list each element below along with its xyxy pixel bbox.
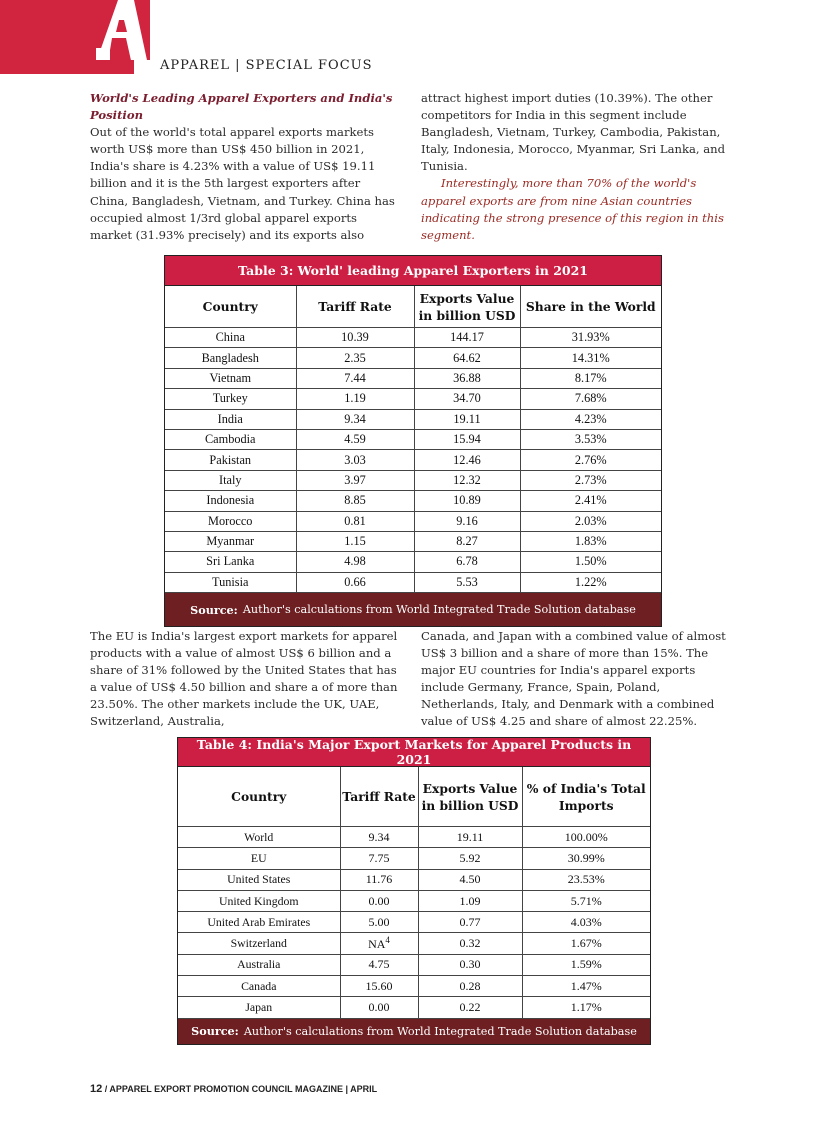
cell-value: 1.67%	[570, 936, 602, 951]
cell-value: 1.09	[459, 893, 481, 908]
cell-value: 2.41%	[574, 493, 607, 508]
table-cell	[414, 572, 520, 592]
table-cell	[520, 511, 661, 531]
table-cell	[414, 389, 520, 409]
cell-value: 4.23%	[574, 411, 607, 426]
cell-value: 0.32	[459, 936, 481, 951]
cell-value: United Kingdom	[218, 893, 299, 908]
cell-value: 0.30	[459, 957, 481, 972]
cell-value: 0.77	[459, 914, 481, 929]
table-row	[165, 389, 661, 409]
cell-value: 10.89	[453, 493, 481, 508]
table-cell	[165, 491, 296, 511]
table-cell	[165, 552, 296, 572]
table-cell	[340, 976, 418, 997]
table-cell	[414, 368, 520, 388]
source-text: Author's calculations from World Integrated Trade Solution database	[243, 1024, 637, 1038]
cell-value: 0.00	[368, 1000, 390, 1015]
table-cell	[340, 954, 418, 975]
cell-value: 34.70	[453, 391, 481, 406]
table-3-header: Country	[165, 286, 296, 328]
table-cell	[418, 827, 522, 848]
table-cell	[340, 827, 418, 848]
table-cell	[165, 348, 296, 368]
cell-value: Tunisia	[212, 574, 249, 589]
table-cell	[522, 827, 650, 848]
table-cell	[418, 976, 522, 997]
cell-value: Canada	[241, 978, 277, 993]
table-cell	[414, 531, 520, 551]
table-row	[165, 429, 661, 449]
cell-value: Morocco	[208, 513, 253, 528]
table-row	[165, 348, 661, 368]
table-cell	[522, 869, 650, 890]
table-cell	[340, 912, 418, 933]
paragraph-1: Out of the world's total apparel exports markets worth US$ more than US$ 450 billion in 2021, India's share is 4.23% with a value of US$ 19.11 billion and it is the 5th largest exporters after China, Bangladesh, Vietnam, and Turkey. China has occupied almost 1/3rd global apparel exports market (31.93% precisely) and its exports also	[90, 125, 395, 242]
footnote-mark: 4	[385, 935, 390, 946]
cell-value: 9.16	[456, 513, 478, 528]
table-cell	[340, 869, 418, 890]
table-cell	[414, 409, 520, 429]
cell-value: 1.50%	[574, 554, 607, 569]
cell-value: 14.31%	[571, 350, 610, 365]
table-3-header: Tariff Rate	[296, 286, 414, 328]
table-row	[165, 491, 661, 511]
cell-value: 7.75	[368, 850, 390, 865]
cell-value: Pakistan	[209, 452, 252, 467]
cell-value: 8.17%	[574, 370, 607, 385]
table-row	[178, 976, 650, 997]
cell-value: 6.78	[456, 554, 478, 569]
cell-value: Japan	[245, 1000, 273, 1015]
table-cell	[178, 976, 340, 997]
cell-value: Italy	[218, 472, 242, 487]
cell-value: 1.47%	[570, 978, 602, 993]
cell-value: NA	[368, 937, 386, 952]
table-cell	[165, 572, 296, 592]
page-number: 12	[90, 1083, 103, 1095]
table-cell	[296, 368, 414, 388]
table-cell	[520, 429, 661, 449]
cell-value: 2.35	[344, 350, 366, 365]
cell-value: Australia	[237, 957, 281, 972]
table-cell	[414, 348, 520, 368]
table-cell	[414, 552, 520, 572]
cell-value: India	[217, 411, 243, 426]
cell-value: United States	[227, 872, 291, 887]
cell-value: 5.92	[459, 850, 481, 865]
section-heading: World's Leading Apparel Exporters and India's Position	[90, 91, 393, 123]
table-cell	[340, 997, 418, 1018]
table-cell	[165, 531, 296, 551]
table-cell	[414, 491, 520, 511]
page-footer	[90, 1083, 377, 1095]
cell-value: Vietnam	[209, 370, 252, 385]
table-cell	[296, 470, 414, 490]
table-row	[178, 954, 650, 975]
source-label: Source:	[191, 1024, 239, 1039]
table-3	[164, 255, 662, 627]
table-cell	[296, 328, 414, 348]
cell-value: 4.03%	[570, 914, 602, 929]
table-cell	[165, 450, 296, 470]
cell-value: 144.17	[450, 330, 484, 345]
cell-value: 5.00	[368, 914, 390, 929]
table-cell	[296, 552, 414, 572]
magazine-logo	[0, 0, 150, 74]
cell-value: 2.76%	[574, 452, 607, 467]
table-cell	[520, 531, 661, 551]
table-cell	[296, 389, 414, 409]
column-right-top	[421, 90, 739, 244]
table-row	[165, 470, 661, 490]
cell-value: Sri Lanka	[206, 554, 255, 569]
cell-value: 0.28	[459, 978, 481, 993]
table-row	[165, 511, 661, 531]
table-cell	[418, 912, 522, 933]
table-row	[165, 409, 661, 429]
cell-value: 8.85	[344, 493, 366, 508]
table-row	[178, 848, 650, 869]
cell-value: 11.76	[365, 872, 393, 887]
cell-value: 5.53	[456, 574, 478, 589]
cell-value: 19.11	[453, 411, 481, 426]
table-cell	[522, 976, 650, 997]
section-label: APPAREL | SPECIAL FOCUS	[160, 58, 373, 73]
table-cell	[165, 368, 296, 388]
table-4-body	[178, 827, 650, 1019]
table-cell	[178, 997, 340, 1018]
table-cell	[296, 429, 414, 449]
table-cell	[418, 890, 522, 911]
table-cell	[296, 531, 414, 551]
cell-value: 4.59	[344, 432, 366, 447]
table-cell	[414, 511, 520, 531]
table-cell	[340, 848, 418, 869]
cell-value: World	[244, 829, 274, 844]
table-4	[177, 737, 651, 1045]
callout-text: Interestingly, more than 70% of the world's apparel exports are from nine Asian countries indicating the strong presence of this region in this segment.	[421, 176, 724, 242]
table-cell	[165, 470, 296, 490]
cell-value: United Arab Emirates	[207, 914, 311, 929]
table-cell	[414, 429, 520, 449]
cell-value: 9.34	[344, 411, 366, 426]
cell-value: 1.19	[344, 391, 366, 406]
table-cell	[165, 429, 296, 449]
table-row	[165, 450, 661, 470]
cell-value: 0.22	[459, 1000, 481, 1015]
footer-text: / APPAREL EXPORT PROMOTION COUNCIL MAGAZINE | APRIL	[104, 1084, 378, 1094]
table-cell	[340, 890, 418, 911]
cell-value: Bangladesh	[201, 350, 259, 365]
table-cell	[178, 912, 340, 933]
table-row	[178, 933, 650, 954]
cell-value: 19.11	[456, 829, 484, 844]
cell-value: 3.97	[344, 472, 366, 487]
cell-value: 7.68%	[574, 391, 607, 406]
table-3-source	[165, 593, 661, 626]
cell-value: EU	[250, 850, 267, 865]
table-cell	[418, 954, 522, 975]
table-cell	[296, 572, 414, 592]
cell-value: Indonesia	[206, 493, 255, 508]
cell-value: 12.46	[453, 452, 481, 467]
cell-value: 1.17%	[570, 1000, 602, 1015]
table-cell	[520, 328, 661, 348]
table-row	[165, 531, 661, 551]
table-cell	[178, 848, 340, 869]
table-cell	[414, 328, 520, 348]
table-cell	[418, 933, 522, 954]
table-cell	[522, 954, 650, 975]
table-cell	[520, 389, 661, 409]
table-cell	[522, 997, 650, 1018]
table-cell	[522, 890, 650, 911]
table-row	[178, 869, 650, 890]
cell-value: 4.50	[459, 872, 481, 887]
table-row	[178, 827, 650, 848]
column-right-bottom	[421, 628, 739, 731]
cell-value: 100.00%	[564, 829, 608, 844]
cell-value: 1.83%	[574, 534, 607, 549]
table-cell	[520, 368, 661, 388]
cell-value: 5.71%	[570, 893, 602, 908]
paragraph-3: The EU is India's largest export markets for apparel products with a value of almost US$ 6 billion and a share of 31% followed by the United States that has a value of US$ 4.50 billion and share a of more than 23.50%. The other markets include the UK, UAE, Switzerland, Australia,	[90, 629, 398, 729]
table-cell	[296, 450, 414, 470]
table-cell	[296, 409, 414, 429]
table-row	[165, 572, 661, 592]
table-4-title: Table 4: India's Major Export Markets for Apparel Products in 2021	[178, 738, 650, 767]
source-label: Source:	[190, 602, 238, 617]
table-cell	[165, 409, 296, 429]
cell-value: Myanmar	[206, 534, 255, 549]
table-cell	[296, 348, 414, 368]
source-text: Author's calculations from World Integrated Trade Solution database	[242, 603, 636, 617]
table-cell	[520, 552, 661, 572]
table-cell	[165, 511, 296, 531]
table-cell	[296, 491, 414, 511]
table-cell	[178, 933, 340, 954]
table-cell	[414, 470, 520, 490]
table-cell	[418, 997, 522, 1018]
table-cell	[178, 954, 340, 975]
column-left-bottom	[90, 628, 400, 731]
cell-value: 1.15	[344, 534, 366, 549]
table-cell	[165, 389, 296, 409]
cell-value: 0.81	[344, 513, 366, 528]
table-cell	[340, 933, 418, 954]
table-cell	[522, 912, 650, 933]
table-row	[165, 328, 661, 348]
table-cell	[178, 890, 340, 911]
table-cell	[520, 348, 661, 368]
table-row	[178, 997, 650, 1018]
cell-value: 12.32	[453, 472, 481, 487]
table-cell	[522, 933, 650, 954]
table-cell	[520, 470, 661, 490]
cell-value: 31.93%	[571, 330, 610, 345]
cell-value: 0.66	[344, 574, 366, 589]
table-cell	[520, 450, 661, 470]
table-cell	[522, 848, 650, 869]
cell-value: 30.99%	[567, 850, 605, 865]
cell-value: 3.53%	[574, 432, 607, 447]
cell-value: 4.98	[344, 554, 366, 569]
cell-value: 7.44	[344, 370, 366, 385]
table-3-header: Exports Value in billion USD	[414, 286, 520, 328]
cell-value: 15.94	[453, 432, 481, 447]
cell-value: Turkey	[212, 391, 248, 406]
cell-value: 8.27	[456, 534, 478, 549]
table-row	[178, 890, 650, 911]
paragraph-4: Canada, and Japan with a combined value of almost US$ 3 billion and a share of more than 15%. The major EU countries for India's apparel exports include Germany, France, Spain, Poland, Netherlands, Italy, and Denmark with a combined value of US$ 4.25 and share of almost 22.25%.	[421, 629, 726, 729]
paragraph-2: attract highest import duties (10.39%). The other competitors for India in this segment include Bangladesh, Vietnam, Turkey, Cambodia, Pakistan, Italy, Indonesia, Morocco, Myanmar, Sri Lanka, and Tunisia.	[421, 91, 726, 174]
table-cell	[296, 511, 414, 531]
table-4-header: Country	[178, 767, 340, 827]
cell-value: 0.00	[368, 893, 390, 908]
table-row	[165, 552, 661, 572]
table-4-source	[178, 1019, 650, 1044]
cell-value: 23.53%	[567, 872, 605, 887]
table-cell	[520, 572, 661, 592]
cell-value: 3.03	[344, 452, 366, 467]
table-4-header: Exports Value in billion USD	[418, 767, 522, 827]
cell-value: 10.39	[341, 330, 369, 345]
table-cell	[520, 409, 661, 429]
table-3-header: Share in the World	[520, 286, 661, 328]
table-3-body	[165, 328, 661, 593]
table-cell	[178, 869, 340, 890]
table-row	[165, 368, 661, 388]
table-cell	[418, 869, 522, 890]
cell-value: 64.62	[453, 350, 481, 365]
cell-value: 1.59%	[570, 957, 602, 972]
table-cell	[178, 827, 340, 848]
cell-value: 15.60	[365, 978, 393, 993]
table-cell	[165, 328, 296, 348]
cell-value: 1.22%	[574, 574, 607, 589]
column-left-top	[90, 90, 400, 244]
table-row	[178, 912, 650, 933]
table-4-header: Tariff Rate	[340, 767, 418, 827]
table-cell	[520, 491, 661, 511]
cell-value: 2.03%	[574, 513, 607, 528]
cell-value: Switzerland	[230, 936, 287, 951]
table-cell	[418, 848, 522, 869]
cell-value: 2.73%	[574, 472, 607, 487]
table-3-title: Table 3: World' leading Apparel Exporters in 2021	[165, 256, 661, 286]
table-cell	[414, 450, 520, 470]
cell-value: China	[215, 330, 245, 345]
cell-value: 36.88	[453, 370, 481, 385]
cell-value: 4.75	[368, 957, 390, 972]
cell-value: Cambodia	[204, 432, 256, 447]
table-4-header: % of India's Total Imports	[522, 767, 650, 827]
cell-value: 9.34	[368, 829, 390, 844]
